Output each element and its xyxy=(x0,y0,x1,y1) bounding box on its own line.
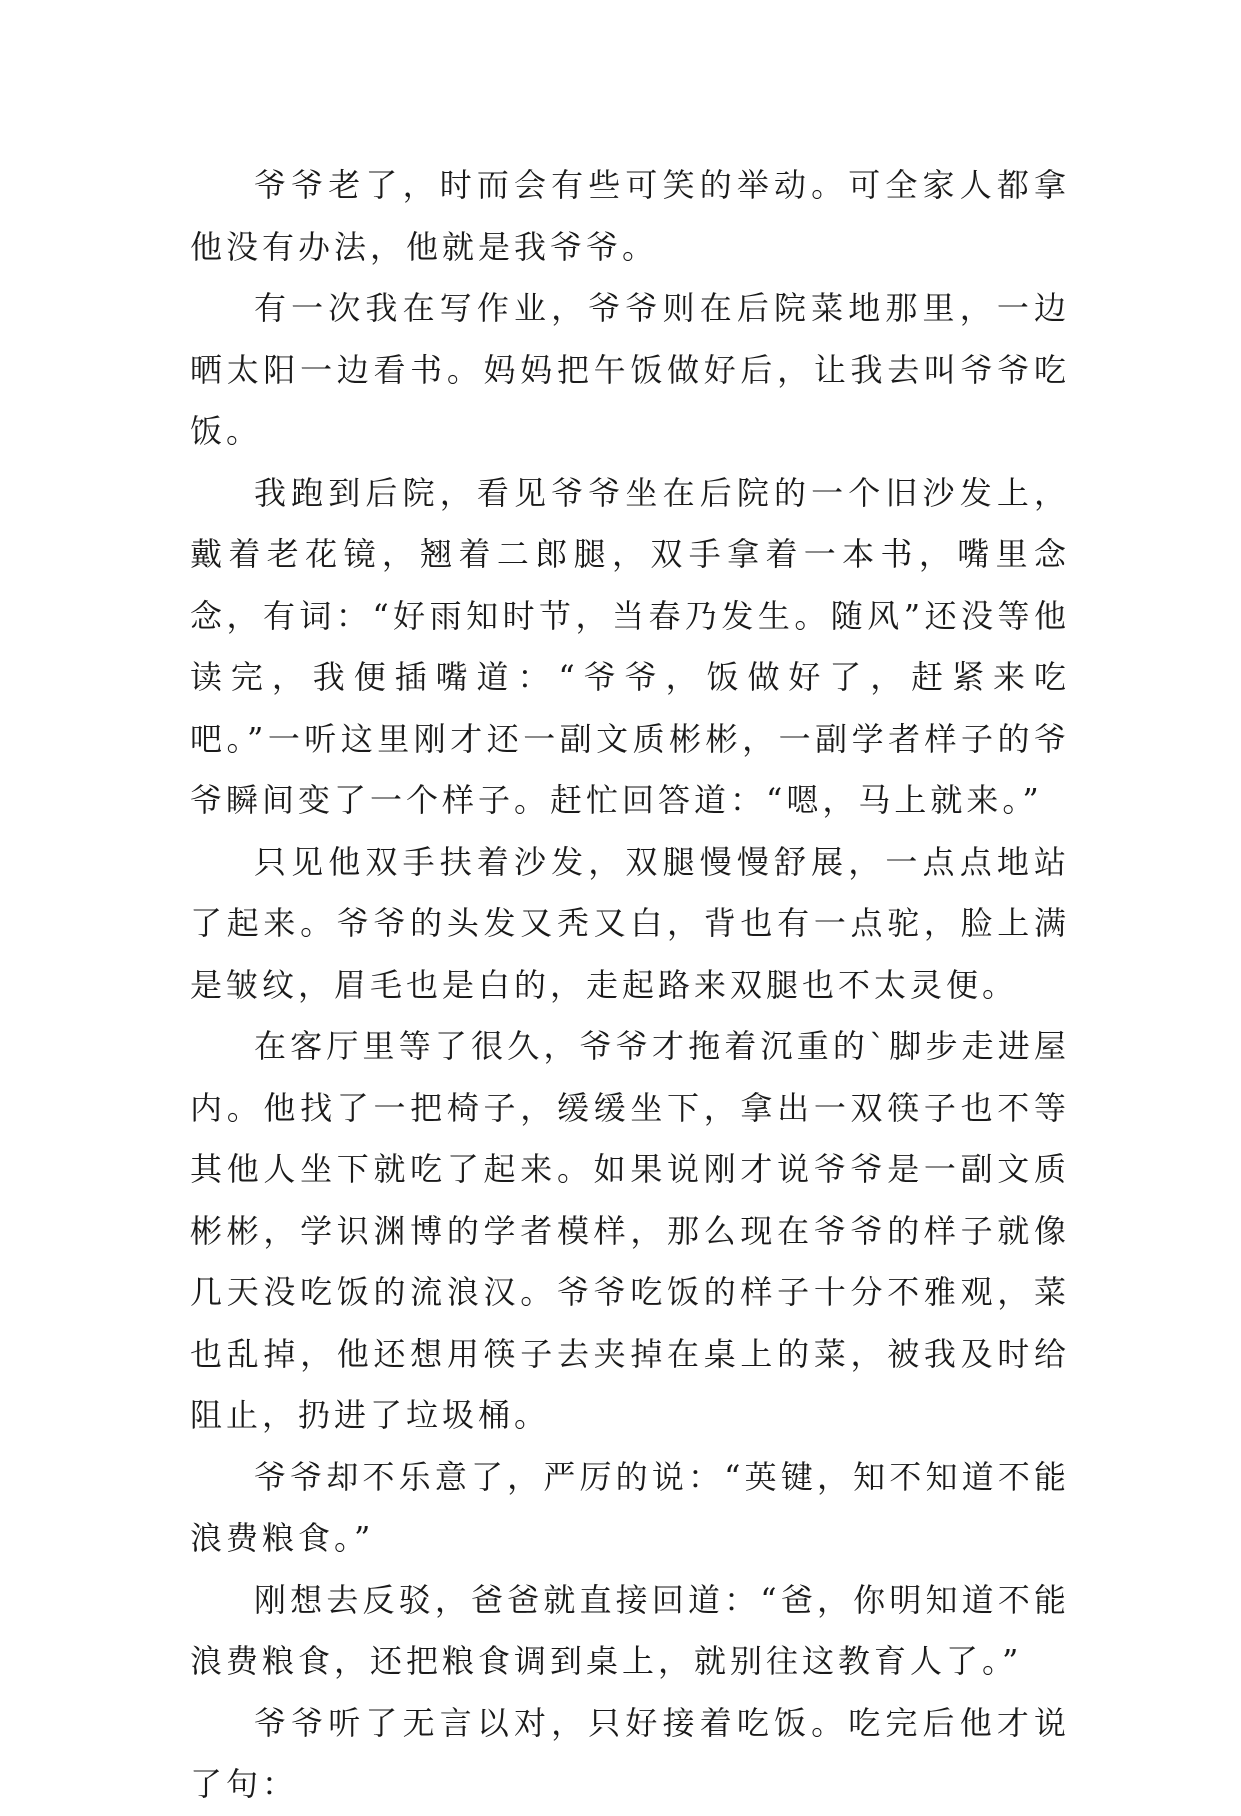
paragraph-8: 爷爷听了无言以对，只好接着吃饭。吃完后他才说了句： xyxy=(190,1703,1070,1803)
paragraph-6: 爷爷却不乐意了，严厉的说：“英键，知不知道不能浪费粮食。” xyxy=(190,1457,1070,1557)
article-body xyxy=(190,155,1070,1816)
paragraph-7: 刚想去反驳，爸爸就直接回道：“爸，你明知道不能浪费粮食，还把粮食调到桌上，就别往这教育人了。” xyxy=(190,1580,1070,1680)
paragraph-3: 我跑到后院，看见爷爷坐在后院的一个旧沙发上，戴着老花镜，翘着二郎腿，双手拿着一本书，嘴里念念，有词：“好雨知时节，当春乃发生。随风”还没等他读完，我便插嘴道：“爷爷，饭做好了，赶紧来吃吧。”一听这里刚才还一副文质彬彬，一副学者样子的爷爷瞬间变了一个样子。赶忙回答道：“嗯，马上就来。” xyxy=(190,473,1070,819)
paragraph-4: 只见他双手扶着沙发，双腿慢慢舒展，一点点地站了起来。爷爷的头发又秃又白，背也有一点驼，脸上满是皱纹，眉毛也是白的，走起路来双腿也不太灵便。 xyxy=(190,842,1070,1004)
paragraph-1: 爷爷老了，时而会有些可笑的举动。可全家人都拿他没有办法，他就是我爷爷。 xyxy=(190,166,1070,266)
paragraph-2: 有一次我在写作业，爷爷则在后院菜地那里，一边晒太阳一边看书。妈妈把午饭做好后，让我去叫爷爷吃饭。 xyxy=(190,289,1070,450)
paragraph-5: 在客厅里等了很久，爷爷才拖着沉重的`脚步走进屋内。他找了一把椅子，缓缓坐下，拿出一双筷子也不等其他人坐下就吃了起来。如果说刚才说爷爷是一副文质彬彬，学识渊博的学者模样，那么现在爷爷的样子就像几天没吃饭的流浪汉。爷爷吃饭的样子十分不雅观，菜也乱掉，他还想用筷子去夹掉在桌上的菜，被我及时给阻止，扔进了垃圾桶。 xyxy=(190,1027,1070,1434)
